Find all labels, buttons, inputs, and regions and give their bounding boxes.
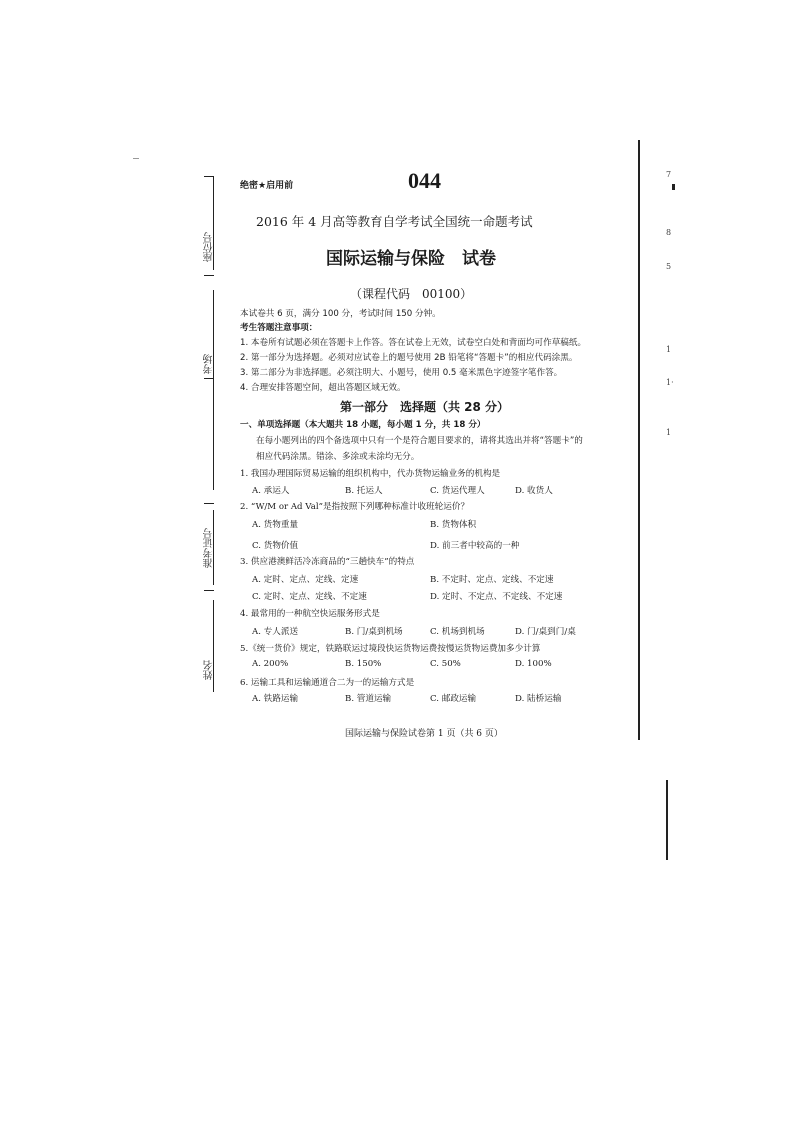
option-a: A. 承运人 [252,486,290,496]
option-c: C. 机场到机场 [430,627,485,637]
option-a: A. 200% [252,659,289,669]
option-c: C. 货运代理人 [430,486,485,496]
option-c: C. 定时、定点、定线、不定速 [252,592,367,602]
notice-item: 1. 本卷所有试题必须在答题卡上作答。答在试卷上无效，试卷空白处和背面均可作草稿纸。 [240,338,587,348]
option-a: A. 定时、定点、定线、定速 [252,575,359,585]
scan-edge-line-upper [638,140,640,740]
option-c: C. 货物价值 [252,541,299,551]
page-footer: 国际运输与保险试卷第 1 页（共 6 页） [345,729,503,739]
margin-mark-3: 5 [666,262,672,271]
option-b: B. 货物体积 [430,520,477,530]
notice-item: 3. 第二部分为非选择题。必须注明大、小题号，使用 0.5 毫米黑色字迹签字笔作答。 [240,368,563,378]
option-b: B. 不定时、定点、定线、不定速 [430,575,554,585]
exam-title: 2016 年 4 月高等教育自学考试全国统一命题考试 [256,214,533,229]
margin-mark-5: 1· [666,378,674,387]
notice-item: 2. 第一部分为选择题。必须对应试卷上的题号使用 2B 铅笔将“答题卡”的相应代码涂黑。 [240,353,578,363]
scan-edge-line-lower [666,780,668,860]
option-d: D. 定时、不定点、不定线、不定速 [430,592,563,602]
section-instruction: 相应代码涂黑。错涂、多涂或未涂均无分。 [256,452,420,462]
option-a: A. 货物重量 [252,520,299,530]
section-instruction: 在每小题列出的四个备选项中只有一个是符合题目要求的，请将其选出并将“答题卡”的 [256,436,583,446]
scan-edge-mark [672,184,675,190]
course-code: （课程代码 00100） [350,287,473,301]
ticket-number-label: 准考证号 [204,528,215,568]
question-stem: 1. 我国办理国际贸易运输的组织机构中，代办货物运输业务的机构是 [240,469,501,479]
option-d: D. 前三者中较高的一种 [430,541,520,551]
margin-mark-2: 8 [666,228,672,237]
question-stem: 5.《统一货价》规定，铁路联运过境段快运货物运费按慢运货物运费加多少计算 [240,644,541,654]
name-label: 姓名 [204,660,215,680]
margin-mark-1: 7 [666,170,672,179]
seat-number-label: 座位号 [204,232,215,262]
confidential-mark: 绝密★启用前 [240,181,294,191]
notice-heading: 考生答题注意事项： [240,323,318,333]
part-title: 第一部分 选择题（共 28 分） [340,400,510,414]
question-stem: 4. 最常用的一种航空快运服务形式是 [240,609,380,619]
binding-tick-5 [204,590,214,591]
section-title: 一、单项选择题（本大题共 18 小题，每小题 1 分，共 18 分） [240,420,486,430]
option-b: B. 150% [345,659,382,669]
option-d: D. 门/桌到门/桌 [515,627,576,637]
binding-line-mid1 [213,290,214,490]
option-d: D. 陆桥运输 [515,694,562,704]
exam-room-label: 考场 [204,354,215,374]
binding-tick-2 [204,275,214,276]
option-d: D. 100% [515,659,552,669]
question-stem: 2. “W/M or Ad Val”是指按照下列哪种标准计收班轮运价？ [240,502,470,512]
option-d: D. 收货人 [515,486,553,496]
scan-edge-stroke-left [133,158,139,159]
binding-tick-1 [204,176,214,177]
option-a: A. 铁路运输 [252,694,299,704]
option-b: B. 托运人 [345,486,383,496]
paper-code: 044 [408,168,441,193]
binding-tick-3 [204,378,214,379]
margin-mark-4: 1 [666,345,672,354]
option-b: B. 管道运输 [345,694,392,704]
intro-text: 本试卷共 6 页，满分 100 分，考试时间 150 分钟。 [240,309,441,319]
binding-tick-4 [204,503,214,504]
notice-item: 4. 合理安排答题空间，超出答题区域无效。 [240,383,406,393]
option-c: C. 邮政运输 [430,694,477,704]
option-b: B. 门/桌到机场 [345,627,403,637]
subject-title: 国际运输与保险 试卷 [326,249,496,269]
option-a: A. 专人派送 [252,627,299,637]
question-stem: 6. 运输工具和运输通道合二为一的运输方式是 [240,678,415,688]
option-c: C. 50% [430,659,461,669]
margin-mark-6: 1 [666,428,672,437]
question-stem: 3. 供应港澳鲜活冷冻商品的“三趟快车”的特点 [240,557,415,567]
